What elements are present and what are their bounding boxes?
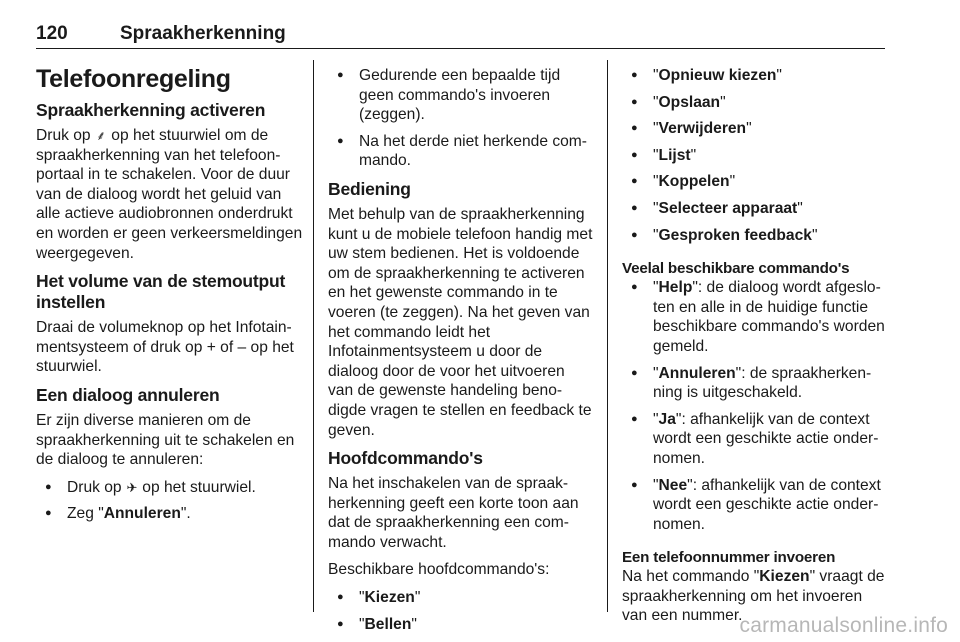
command-list [622, 66, 886, 245]
paragraph: Druk op ⸙ op het stuurwiel om de spraakherkenning van het telefoonportaal in te schakelen. Voor de duur van de dialoog wordt het geluid van alle actieve audiobronnen onderdrukt en worden er geen verkeersmeldingen weergegeven. [36, 127, 303, 262]
list-item: ● "Kiezen" [328, 588, 594, 608]
section-heading: Een dialoog annuleren [36, 384, 220, 405]
list-item: ● "Koppelen" [622, 172, 886, 192]
list-item: ● Na het derde niet herkende commando. [328, 132, 594, 171]
section-heading: Veelal beschikbare commando's [622, 260, 850, 278]
list-item: ● "Selecteer apparaat" [622, 199, 886, 219]
main-heading: Telefoonregeling [36, 65, 231, 93]
list-item: ● "Lijst" [622, 146, 886, 166]
column-2 [328, 54, 594, 642]
watermark: carmanualsonline.info [739, 614, 948, 637]
list-item: ● "Ja": afhankelijk van de context wordt een geschikte actie ondernomen. [622, 410, 886, 469]
column-divider [607, 60, 608, 612]
paragraph: Na het commando "Kiezen" vraagt de spraakherkenning om het invoeren van een nummer. [622, 568, 885, 625]
list-item: ● "Nee": afhankelijk van de context wordt een geschikte actie ondernomen. [622, 476, 886, 535]
list-item: ● "Help": de dialoog wordt afgesloten en alle in de huidige functie beschikbare commando's worden gemeld. [622, 278, 886, 356]
list-item: ● "Verwijderen" [622, 119, 886, 139]
list-item: ● "Annuleren": de spraakherkenning is uitgeschakeld. [622, 364, 886, 403]
section-heading: Het volume van de stemoutput instellen [36, 271, 286, 313]
voice-command-icon: ⸙ [96, 128, 106, 143]
running-title: Spraakherkenning [120, 23, 286, 44]
list-item: ● Druk op ✈ op het stuurwiel. [36, 478, 306, 498]
bullet-list [328, 66, 594, 171]
paragraph: Er zijn diverse manieren om de spraakherkenning uit te schakelen en de dialoog te annuleren: [36, 411, 295, 469]
list-item: ● Zeg "Annuleren". [36, 504, 306, 524]
list-item: ● "Opnieuw kiezen" [622, 66, 886, 86]
column-divider [313, 60, 314, 612]
section-heading: Spraakherkenning activeren [36, 100, 266, 120]
section-heading: Hoofdcommando's [328, 448, 483, 469]
page-number: 120 [36, 23, 68, 44]
bullet-list [328, 588, 594, 634]
list-item: ● "Gesproken feedback" [622, 226, 886, 246]
paragraph: Draai de volumeknop op het Infotainmentsysteem of druk op + of – op het stuurwiel. [36, 319, 294, 376]
section-heading: Bediening [328, 178, 411, 199]
end-call-icon: ✈ [126, 479, 138, 495]
section-heading: Een telefoonnummer invoeren [622, 549, 836, 567]
bullet-list [622, 278, 886, 534]
list-item: ● Gedurende een bepaalde tijd geen commando's invoeren (zeggen). [328, 66, 594, 125]
list-item: ● "Opslaan" [622, 93, 886, 113]
paragraph: Na het inschakelen van de spraakherkenning geeft een korte toon aan dat de spraakherkenning een commando verwacht. [328, 475, 579, 551]
list-item: ● "Bellen" [328, 615, 594, 635]
column-3 [622, 54, 886, 634]
paragraph: Beschikbare hoofdcommando's: [328, 561, 550, 579]
paragraph: Met behulp van de spraakherkenning kunt u de mobiele telefoon handig met uw stem bedienen. Het is voldoende om de spraakherkenning te activeren en het gewenste commando in te voeren (te zeggen). Na het geven van het commando leidt het Infotainmentsysteem u door de dialoog door de voor het uitvoeren van de gewenste handeling benodigde vragen te stellen en feedback te geven. [328, 205, 593, 439]
bullet-list [36, 478, 306, 524]
column-1 [36, 54, 306, 532]
page-header [36, 14, 885, 49]
